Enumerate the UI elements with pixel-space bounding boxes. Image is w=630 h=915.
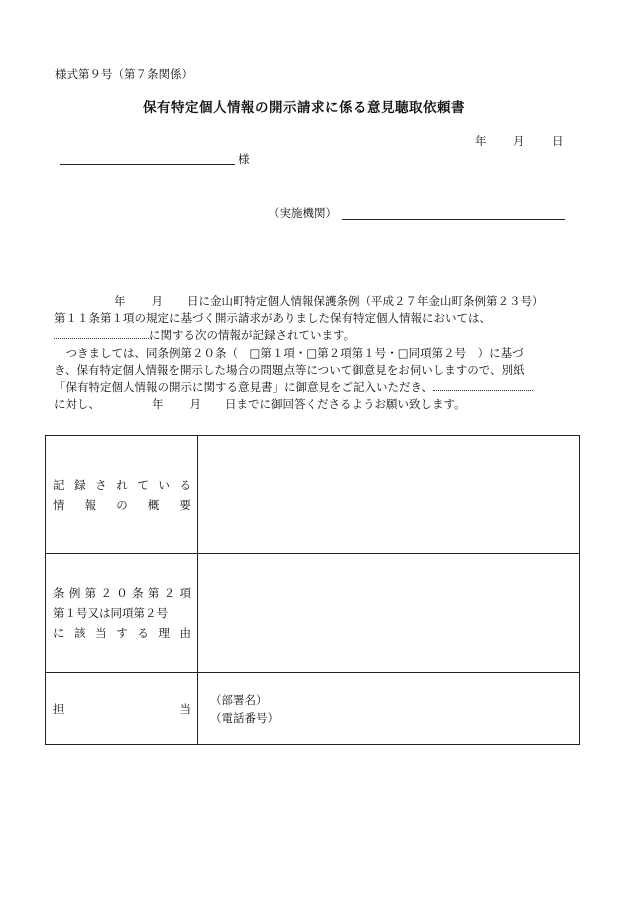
body-paragraph (54, 293, 574, 413)
subject-blank[interactable] (54, 328, 149, 339)
body-line2: 第１１条第１項の規定に基づく開示請求がありました保有特定個人情報においては、 (54, 311, 491, 326)
body-month: 月 (151, 294, 163, 308)
body-line7-pre: に対し、 (54, 397, 100, 412)
summary-label (46, 436, 198, 554)
addressee-line[interactable] (60, 164, 235, 165)
dept-label: （部署名） (210, 692, 268, 707)
body-line7-rest: 日までに御回答くださるようお願い致します。 (225, 397, 466, 412)
body-year: 年 (114, 294, 126, 308)
contact-label-line: 担 当 (53, 701, 191, 716)
table-row-reason (46, 554, 580, 673)
recipient-blank[interactable] (433, 380, 533, 391)
table-row-summary (46, 436, 580, 554)
reason-label-line1: 条 例 第 ２ ０ 条 第 ２ 項 (53, 586, 191, 600)
body-line1: 日に金山町特定個人情報保護条例（平成２７年金山町条例第２３号） (187, 294, 544, 308)
summary-value-cell[interactable] (198, 436, 580, 554)
date-year-label: 年 (475, 134, 487, 148)
page-title: 保有特定個人情報の開示請求に係る意見聴取依頼書 (143, 100, 465, 116)
summary-label-line1: 記 録 さ れ て い る (53, 477, 191, 492)
phone-label: （電話番号） (210, 710, 279, 725)
date-day-label: 日 (552, 134, 564, 148)
contact-value-cell[interactable] (198, 673, 580, 745)
table-row-contact (46, 673, 580, 745)
body-line7-year: 年 (152, 397, 164, 412)
agency-label: （実施機関） (268, 206, 337, 220)
body-line4: つきましては、同条例第２０条（ □第１項・□第２項第１号・□同項第２号 ）に基づ (54, 345, 524, 360)
reason-value-cell[interactable] (198, 554, 580, 673)
body-line5: き、保有特定個人情報を開示した場合の問題点等について御意見をお伺いしますので、別紙 (54, 362, 525, 377)
reason-label (46, 554, 198, 673)
date-month-label: 月 (513, 134, 525, 148)
body-line7-month: 月 (189, 397, 201, 412)
body-line6: 「保有特定個人情報の開示に関する意見書」に御意見をご記入いただき、 (54, 379, 434, 394)
agency-line[interactable] (342, 219, 565, 220)
contact-label (46, 673, 198, 745)
form-table (45, 435, 580, 745)
addressee-honorific: 様 (238, 152, 250, 166)
reason-label-line2: 第１号又は同項第２号 (53, 606, 168, 620)
body-line3: に関する次の情報が記録されています。 (149, 328, 356, 343)
reason-label-line3: に 該 当 す る 理 由 (53, 626, 191, 640)
summary-label-line2: 情 報 の 概 要 (53, 497, 191, 512)
form-number: 様式第９号（第７条関係） (55, 67, 193, 81)
